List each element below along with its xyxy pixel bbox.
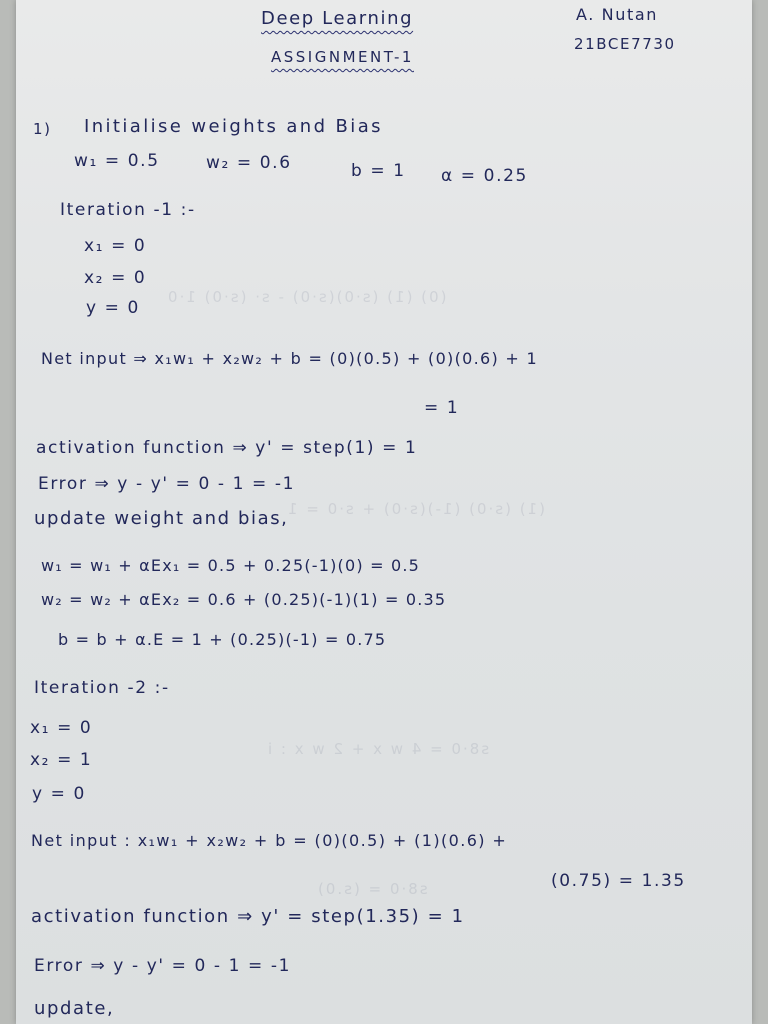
iter2-x1: x₁ = 0 bbox=[30, 718, 93, 738]
init-w2: w₂ = 0.6 bbox=[206, 153, 292, 173]
iter1-net-result: = 1 bbox=[424, 398, 460, 418]
iter2-net-input: Net input : x₁w₁ + x₂w₂ + b = (0)(0.5) + (1)(0.6) + bbox=[31, 831, 508, 850]
bleed-through-text: s8·0 = 4 w x + 2 w x : i bbox=[266, 740, 490, 758]
iter2-x2: x₂ = 1 bbox=[30, 750, 93, 770]
iteration-2-label: Iteration -2 :- bbox=[34, 678, 170, 698]
iter2-update-label: update, bbox=[34, 998, 115, 1019]
iter1-y: y = 0 bbox=[86, 298, 140, 318]
notebook-page bbox=[16, 0, 752, 1024]
bleed-through-text: (1) (s·0) (1-)(s·0) + s·0 = 1 bbox=[286, 500, 545, 518]
iter2-activation: activation function ⇒ y' = step(1.35) = 1 bbox=[31, 906, 465, 927]
page-title: Deep Learning bbox=[261, 8, 414, 29]
author-name: A. Nutan bbox=[576, 5, 658, 24]
init-bias: b = 1 bbox=[351, 161, 406, 181]
iteration-1-label: Iteration -1 :- bbox=[60, 200, 196, 220]
iter1-error: Error ⇒ y - y' = 0 - 1 = -1 bbox=[38, 474, 296, 494]
init-alpha: α = 0.25 bbox=[441, 166, 528, 186]
iter2-y: y = 0 bbox=[32, 784, 86, 804]
iter1-b-update: b = b + α.E = 1 + (0.25)(-1) = 0.75 bbox=[58, 630, 387, 649]
iter1-w1-update: w₁ = w₁ + αEx₁ = 0.5 + 0.25(-1)(0) = 0.5 bbox=[41, 556, 421, 575]
init-w1: w₁ = 0.5 bbox=[74, 151, 160, 171]
iter1-w2-update: w₂ = w₂ + αEx₂ = 0.6 + (0.25)(-1)(1) = 0.35 bbox=[41, 590, 447, 609]
roll-number: 21BCE7730 bbox=[574, 35, 676, 53]
question-number: 1) bbox=[33, 120, 52, 138]
iter1-update-label: update weight and bias, bbox=[34, 508, 289, 529]
bleed-through-text: s8·0 = (s.0) bbox=[316, 880, 428, 898]
iter2-net-result: (0.75) = 1.35 bbox=[551, 871, 686, 891]
iter1-x1: x₁ = 0 bbox=[84, 236, 147, 256]
bleed-through-text: (0) (1) (s·0)(s·0) - s· (s·0) 1·0 bbox=[166, 288, 447, 306]
iter1-net-input: Net input ⇒ x₁w₁ + x₂w₂ + b = (0)(0.5) + (0)(0.6) + 1 bbox=[41, 349, 538, 368]
iter1-activation: activation function ⇒ y' = step(1) = 1 bbox=[36, 438, 418, 458]
question-heading: Initialise weights and Bias bbox=[84, 116, 383, 137]
assignment-subtitle: ASSIGNMENT-1 bbox=[271, 48, 414, 66]
iter1-x2: x₂ = 0 bbox=[84, 268, 147, 288]
iter2-error: Error ⇒ y - y' = 0 - 1 = -1 bbox=[34, 956, 292, 976]
